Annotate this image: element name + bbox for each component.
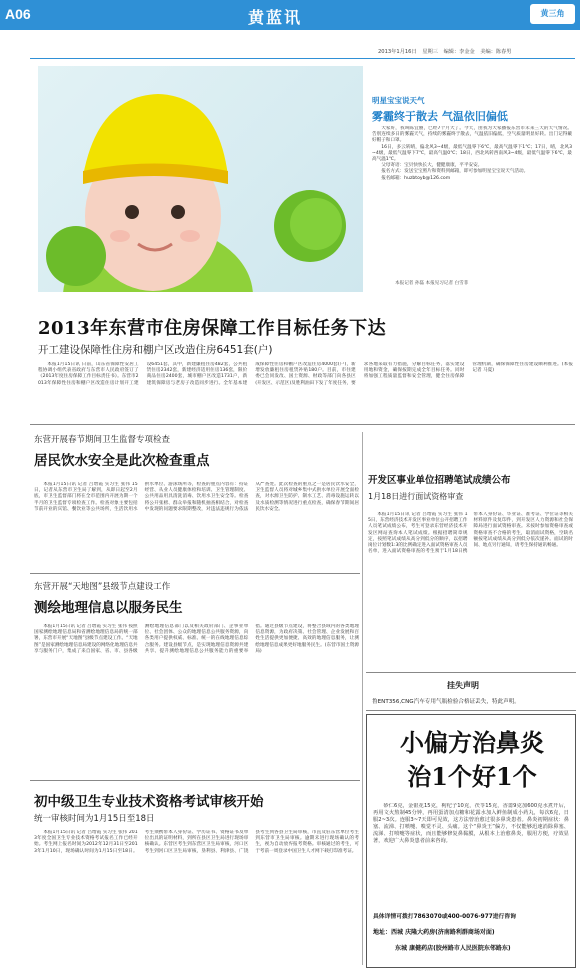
ad-address-1 bbox=[373, 927, 569, 936]
ad-address-2 bbox=[395, 943, 571, 952]
rule-notice bbox=[366, 710, 576, 711]
map-kicker: 东营开展“天地图”县级节点建设工作 bbox=[34, 582, 171, 592]
weather-credit: 本报记者 孙磊 本报见习记者 白雪菲 bbox=[395, 281, 469, 286]
water-body bbox=[34, 482, 359, 572]
ad-hotline: 具体详情可拨打7863070或400-0076-977进行咨询 bbox=[373, 914, 516, 920]
weather-para-1: 大家好，我叫陈宜丽，已经7个月大了。今天，由我为大家播报东营市未来三天的天气情况。告别连续多日的雾霾天气，持续的雾霾终于散去，气温依旧偏低，空气质量明显好转。出门记得戴好帽子和口罩。 bbox=[372, 126, 572, 144]
baby-photo bbox=[38, 66, 363, 292]
rule-water bbox=[30, 573, 360, 574]
ad-address-2-label: 东城 bbox=[395, 945, 408, 952]
rule-map bbox=[30, 780, 360, 781]
ad-address-1-text: 庆隆大药房(济南路利群商场对面) bbox=[405, 929, 495, 936]
housing-text: 本报1月15日讯 日前，山东省保障性安居工程协调小组代表省政府与东营市人民政府签订了《2013年度住房保障工作目标责任书》。东营市2013年保障性住房和棚户区改造住房计划开工建设6451套，其中，新建廉租住房482套，公共租赁住房2342套，新建经济适用住房136套，限价商品住房2400套，城市棚户区改造1731户，新建筑保障房与老房子改造同步进行。全年基本建成保障性住房和棚户区改造住房4000套(户)，新增发放廉租住房租赁补贴180户。目前，市住建委已会同发改、国土资源、财政等部门向各县区(开发区、示范区)及胜利油田下发了年度任务，要求各地采取有力措施，分解目标任务，落实建设用地和资金，确保按期完成全年目标任务。同时将加强工程质量监督和安全管理，健全住房保障管理机制，确保保障性住房建设顺利推进。(本报记者 马夏) bbox=[38, 362, 573, 386]
dev-exam-title: 开发区事业单位招聘笔试成绩公布 bbox=[368, 475, 511, 486]
dev-exam-body bbox=[368, 512, 573, 667]
dev-exam-subtitle: 1月18日进行面试资格审查 bbox=[368, 492, 464, 501]
editor: 编辑：李金金 bbox=[443, 49, 475, 55]
weekday: 星期三 bbox=[422, 49, 438, 55]
column-divider bbox=[362, 432, 363, 965]
designer: 美编：陈春男 bbox=[480, 49, 512, 55]
exam-subtitle: 统一审核时间为1月15日至18日 bbox=[34, 814, 155, 824]
dev-exam-text: 本报1月15日讯 记者 吕增霞 实习生 张伟 15日，东营经济技术开发区事业单位公开招聘工作人员笔试成绩公布，考生可登录东营经济技术开发区网站查询本人笔试成绩。根据招聘简章规定，按照笔试成绩从高分到低分的顺序，以招聘岗位计划数1:3的比例确定进入面试资格审查人员名单，进入面试资格审查的考生须于1月18日携带本人身份证、毕业证、准考证、学位证等相关材料原件及复印件，到开发区人力资源和社会保障局进行面试资格审查。未按时参加资格审查或资格审查不合格的考生，取消面试资格，空缺名额按笔试成绩从高分到低分依次递补。面试的时间、地点另行通知，请考生保持通讯畅通。 bbox=[368, 512, 573, 555]
housing-body bbox=[38, 362, 573, 417]
notice-text: 鲁ENT356,CNG汽车专用气瓶检验合格证丢失，特此声明。 bbox=[372, 699, 520, 705]
section-badge bbox=[530, 4, 575, 24]
nasal-ad bbox=[366, 714, 576, 968]
ad-address-1-label: 地址：西城 bbox=[373, 929, 404, 936]
weather-kicker: 明星宝宝说天气 bbox=[372, 96, 425, 105]
map-text: 本报1月15日讯 记者 吕增霞 实习生 张伟 按照国家测绘地理信息局和省测绘地理信息局的统一部署，东营市开展“天地图”县级节点建设工作。“天地图”是国家测绘地理信息局建设的网络化地理信息共享与服务门户，集成了来自国家、省、市、县各级测绘地理信息部门以及相关政府部门、企事业单位、社会团体、公众的地理信息公共服务资源，向各类用户提供权威、标准、统一的在线地理信息综合服务。建设县级节点，是实现地理信息资源共建共享、提升测绘地理信息公共服务能力的重要举措。通过县级节点建设，将整合县域内的各类地理信息资源，为政府决策、社会管理、企业发展和百姓生活提供更加便捷、高效的地理信息服务，让测绘地理信息成果更好地服务民生。(东营市国土资源局) bbox=[34, 624, 359, 654]
ad-headline-2: 治1个好1个 bbox=[407, 762, 537, 791]
housing-subtitle: 开工建设保障性住房和棚户区改造住房6451套(户) bbox=[38, 344, 273, 356]
page-number: A06 bbox=[5, 6, 31, 22]
weather-para-4: 报名方式：发送宝宝照片和资料到邮箱，即可参加明星宝宝说天气活动。 bbox=[381, 169, 529, 175]
map-body bbox=[34, 624, 359, 774]
map-title: 测绘地理信息以服务民生 bbox=[34, 600, 183, 616]
weather-body bbox=[372, 126, 572, 276]
baby-illustration bbox=[38, 66, 363, 292]
exam-text: 本报1月15日讯 记者 吕增霞 实习生 张伟 2013年度全国卫生专业技术资格考试报名工作已经开始。考生网上报名时间为2012年12月31日至2013年1月10日，现场确认时间为1月15日至18日。考生须携带本人身份证、学历证书、资格证书及单位出具的证明材料，到所在县区卫生局进行现场审核确认。东营区考生到东营区卫生局审核，河口区考生到河口区卫生局审核，垦利县、利津县、广饶县考生到各县卫生局审核，市直及驻东营单位考生到东营市卫生局审核。逾期未进行现场确认的考生，视为自动放弃报考资格。审核通过的考生，可于考前一周登录中国卫生人才网下载打印准考证。 bbox=[34, 830, 359, 854]
weather-para-3: 父母寄语：宝贝快快长大，健健康康，平平安安。 bbox=[381, 163, 483, 169]
ad-body: 砂仁6克，金银花15克，枸杞子10克，茯苓15克，香薷9克加600克水煮开后，再用文火熬制45分钟，再用蛋清加点糖和花露水加入鲜鱼制成小药丸，每次6克，日服2~3次。连服3~7天即可见效，这方法曾治愈过很多鼻炎患者。鼻炎初期症状：鼻塞、流涕、打喷嚏、嗅觉不灵、头痛。这个“鼻炎王”偏方，不仅能够迅速消除鼻塞、流涕、打喷嚏等症状，而且能够修复鼻黏膜，从根本上治愈鼻炎，服用方便，疗效显著，欢迎广大鼻炎患者前来咨询。 bbox=[373, 803, 569, 844]
weather-title: 雾霾终于散去 气温依旧偏低 bbox=[372, 110, 508, 123]
badge-label: 黄三角 bbox=[540, 9, 565, 18]
water-kicker: 东营开展春节期间卫生监督专项检查 bbox=[34, 435, 171, 445]
housing-title: 2013年东营市住房保障工作目标任务下达 bbox=[38, 318, 387, 339]
date: 2013年1月16日 bbox=[378, 49, 417, 55]
weather-para-2: 16日，多云转晴，偏北风3~4级，最低气温零下6℃，最高气温零下1℃；17日，晴，北风3~4级，最低气温零下7℃，最高气温0℃；18日，西北风转西南风3~4级，最低气温零下6℃，最高气温1℃。 bbox=[372, 144, 572, 163]
exam-title: 初中级卫生专业技术资格考试审核开始 bbox=[34, 794, 264, 810]
exam-body bbox=[34, 830, 359, 965]
water-text: 本报1月15日讯 记者 吕增霞 实习生 张伟 15日，记者从东营市卫生局了解到，从即日起至2月底，市卫生监督部门将在全市范围内开展为期一个半月的卫生监督专项检查工作。检查对象主要包括节前开业的宾馆、餐饮业等公共场所，生活饮用水供水单位、游泳场所等，检查的重点内容有：持证经营、从业人员健康体检和培训、卫生管理制度、公共用品用具清洗消毒、饮用水卫生安全等。检查将公开张榜、群众举报和随机抽查相结合，对检查中发现的问题要求限期整改，对违法违规行为依法从严查处。此次检查的重点之一是居民饮水安全，卫生监督人员将对城乡集中式供水单位开展全面检查，对水源卫生防护、制水工艺、消毒设施运转以及水质检测等情况进行重点检查，确保春节期间居民饮水安全。 bbox=[34, 482, 359, 512]
section-title: 黄蓝讯 bbox=[248, 8, 303, 27]
water-title: 居民饮水安全是此次检查重点 bbox=[34, 453, 210, 469]
rule-dev-exam bbox=[366, 672, 576, 673]
ad-headline-1: 小偏方治鼻炎 bbox=[400, 728, 544, 757]
notice-title: 挂失声明 bbox=[447, 681, 479, 690]
header-rule bbox=[30, 58, 575, 59]
rule-housing bbox=[30, 424, 575, 425]
date-line bbox=[378, 48, 512, 55]
ad-address-2-text: 康健药店(胶州路市人民医院东邻路东) bbox=[409, 945, 511, 952]
weather-contact: 报名邮箱：huzbtoyb@126.com bbox=[381, 175, 451, 181]
